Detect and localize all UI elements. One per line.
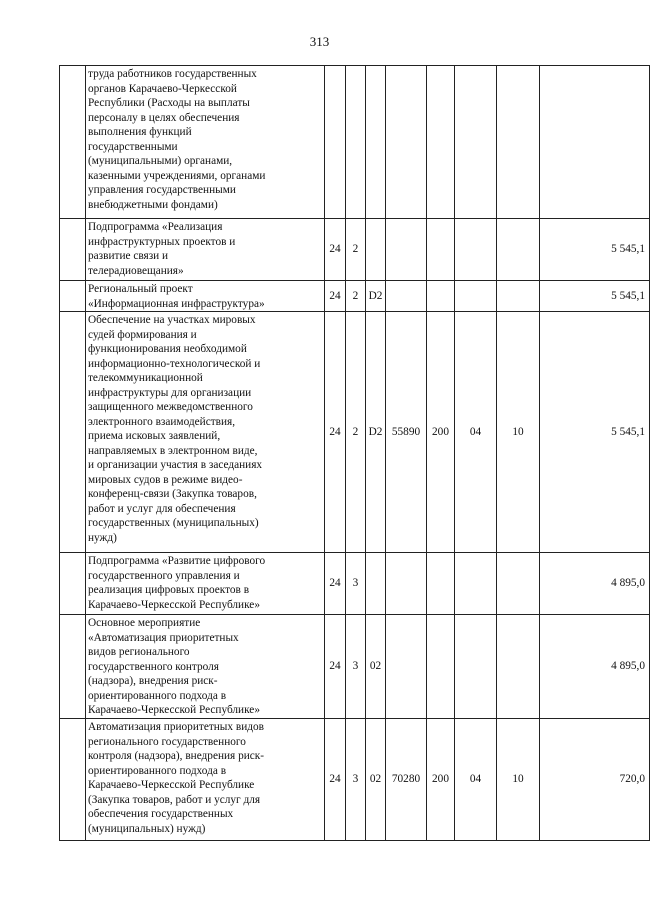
code-cell-c1: 24 [325, 281, 346, 312]
code-cell-c4: 70280 [386, 719, 427, 841]
code-cell-c4: 55890 [386, 312, 427, 553]
code-cell-c2: 3 [346, 553, 366, 615]
table-row [60, 66, 650, 219]
row-number-cell [60, 615, 86, 719]
code-cell-c4 [386, 553, 427, 615]
code-cell-c2 [346, 66, 366, 219]
row-name-cell: труда работников государственных органов Карачаево-Черкесской Республики (Расходы на выплаты персоналу в целях обеспечения выполнения функций государственными (муниципальными) органами, казенными учреждениями, органами управления государственными внебюджетными фондами) [86, 66, 325, 219]
sum-cell: 720,0 [540, 719, 650, 841]
row-number-cell [60, 281, 86, 312]
code-cell-c5: 200 [427, 719, 455, 841]
table-row [60, 719, 650, 841]
code-cell-c5 [427, 281, 455, 312]
code-cell-c7 [497, 281, 540, 312]
sum-cell [540, 66, 650, 219]
code-cell-c6: 04 [455, 719, 497, 841]
code-cell-c1: 24 [325, 553, 346, 615]
code-cell-c2: 2 [346, 281, 366, 312]
code-cell-c4 [386, 219, 427, 281]
code-cell-c1: 24 [325, 312, 346, 553]
code-cell-c3: 02 [366, 719, 386, 841]
sum-cell: 4 895,0 [540, 553, 650, 615]
code-cell-c4 [386, 66, 427, 219]
row-number-cell [60, 719, 86, 841]
code-cell-c3: D2 [366, 281, 386, 312]
code-cell-c5 [427, 553, 455, 615]
code-cell-c2: 2 [346, 312, 366, 553]
table-row [60, 553, 650, 615]
code-cell-c7 [497, 66, 540, 219]
sum-cell: 4 895,0 [540, 615, 650, 719]
code-cell-c2: 2 [346, 219, 366, 281]
code-cell-c5 [427, 66, 455, 219]
code-cell-c3: 02 [366, 615, 386, 719]
code-cell-c6 [455, 553, 497, 615]
code-cell-c1: 24 [325, 219, 346, 281]
row-name-cell: Основное мероприятие «Автоматизация приоритетных видов регионального государственного контроля (надзора), внедрения риск- ориентированного подхода в Карачаево-Черкесской Республике» [86, 615, 325, 719]
budget-table [59, 65, 650, 841]
code-cell-c7: 10 [497, 312, 540, 553]
row-name-cell: Региональный проект «Информационная инфраструктура» [86, 281, 325, 312]
row-name-cell: Автоматизация приоритетных видов регионального государственного контроля (надзора), внедрения риск- ориентированного подхода в Карачаево-Черкесской Республике (Закупка товаров, работ и услуг для обеспечения государственных (муниципальных) нужд) [86, 719, 325, 841]
code-cell-c4 [386, 281, 427, 312]
table-row [60, 219, 650, 281]
sum-cell: 5 545,1 [540, 312, 650, 553]
code-cell-c4 [386, 615, 427, 719]
code-cell-c6: 04 [455, 312, 497, 553]
code-cell-c2: 3 [346, 719, 366, 841]
code-cell-c1: 24 [325, 719, 346, 841]
sum-cell: 5 545,1 [540, 281, 650, 312]
row-name-cell: Подпрограмма «Развитие цифрового государственного управления и реализация цифровых проектов в Карачаево-Черкесской Республике» [86, 553, 325, 615]
code-cell-c6 [455, 219, 497, 281]
row-number-cell [60, 312, 86, 553]
row-number-cell [60, 219, 86, 281]
code-cell-c7 [497, 553, 540, 615]
sum-cell: 5 545,1 [540, 219, 650, 281]
row-number-cell [60, 553, 86, 615]
code-cell-c6 [455, 66, 497, 219]
code-cell-c1: 24 [325, 615, 346, 719]
code-cell-c5: 200 [427, 312, 455, 553]
code-cell-c5 [427, 615, 455, 719]
row-number-cell [60, 66, 86, 219]
code-cell-c3: D2 [366, 312, 386, 553]
row-name-cell: Подпрограмма «Реализация инфраструктурных проектов и развитие связи и телерадиовещания» [86, 219, 325, 281]
code-cell-c1 [325, 66, 346, 219]
code-cell-c2: 3 [346, 615, 366, 719]
code-cell-c7: 10 [497, 719, 540, 841]
code-cell-c5 [427, 219, 455, 281]
code-cell-c7 [497, 219, 540, 281]
code-cell-c7 [497, 615, 540, 719]
code-cell-c3 [366, 66, 386, 219]
table-row [60, 615, 650, 719]
table-row [60, 312, 650, 553]
code-cell-c3 [366, 219, 386, 281]
row-name-cell: Обеспечение на участках мировых судей формирования и функционирования необходимой информационно-технологической и телекоммуникационной инфраструктуры для организации защищенного межведомственного электронного взаимодействия, приема исковых заявлений, направляемых в электронном виде, и организации участия в заседаниях мировых судов в режиме видео- конференц-связи (Закупка товаров, работ и услуг для обеспечения государственных (муниципальных) нужд) [86, 312, 325, 553]
code-cell-c6 [455, 615, 497, 719]
page-number: 313 [309, 34, 330, 49]
table-row [60, 281, 650, 312]
code-cell-c3 [366, 553, 386, 615]
code-cell-c6 [455, 281, 497, 312]
